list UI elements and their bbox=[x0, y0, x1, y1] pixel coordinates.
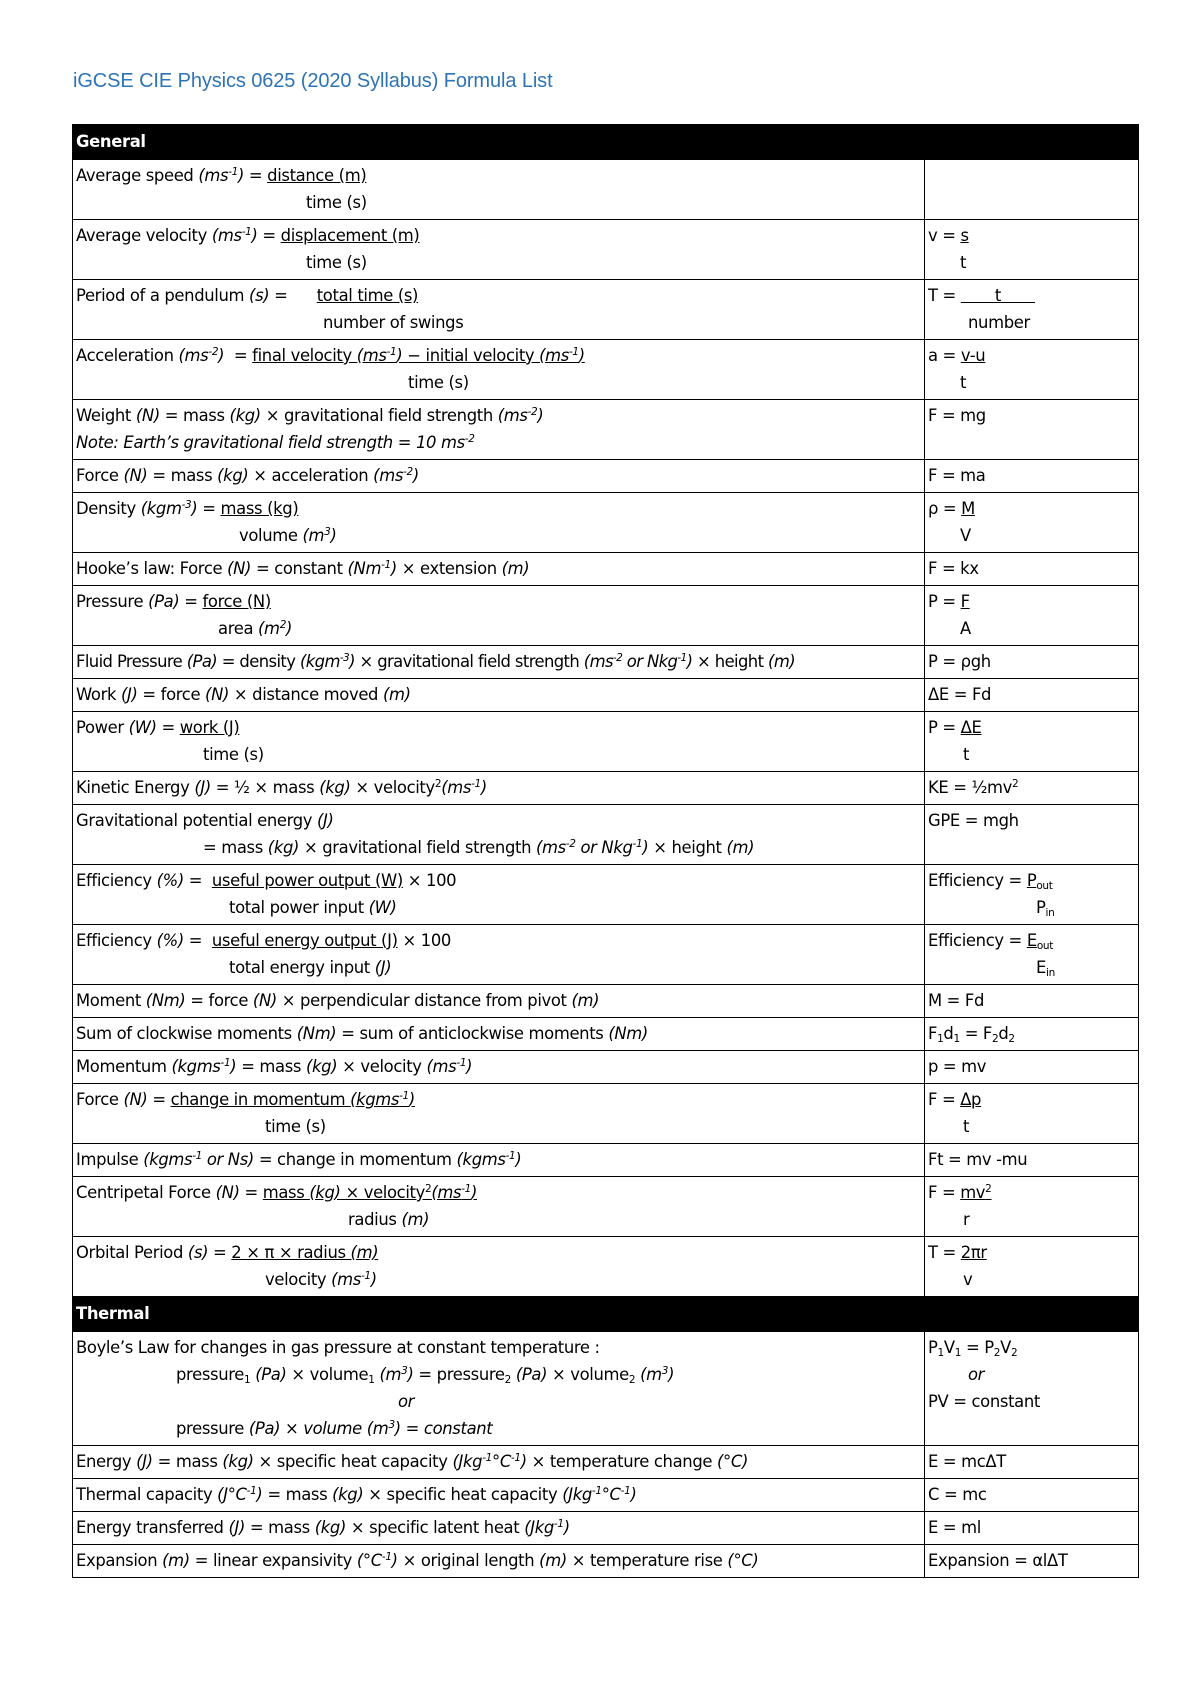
formula-symbol: GPE = mgh bbox=[925, 805, 1139, 865]
formula-row-acceleration bbox=[73, 340, 1139, 400]
formula-row-moment bbox=[73, 985, 1139, 1018]
formula-row-boyles-law bbox=[73, 1332, 1139, 1446]
formula-symbol: Efficiency = $P_{out}$ $P_{in}$ bbox=[925, 865, 1139, 925]
formula-description: Sum of clockwise moments (Nm) = sum of anticlockwise moments (Nm) bbox=[73, 1018, 925, 1051]
formula-symbol: P = ΔE t bbox=[925, 712, 1139, 772]
section-title: Thermal bbox=[73, 1297, 1139, 1332]
formula-description: Hooke’s law: Force (N) = constant $(Nm^{-1})$ × extension (m) bbox=[73, 553, 925, 586]
formula-row-kinetic-energy bbox=[73, 772, 1139, 805]
formula-row-gravitational-potential-energy bbox=[73, 805, 1139, 865]
formula-description: Efficiency (%) = useful energy output (J) × 100 total energy input (J) bbox=[73, 925, 925, 985]
formula-row-momentum bbox=[73, 1051, 1139, 1084]
formula-description: Moment (Nm) = force (N) × perpendicular distance from pivot (m) bbox=[73, 985, 925, 1018]
formula-symbol: ΔE = Fd bbox=[925, 679, 1139, 712]
formula-row-latent-heat bbox=[73, 1512, 1139, 1545]
formula-row-pressure bbox=[73, 586, 1139, 646]
formula-row-expansion bbox=[73, 1545, 1139, 1578]
formula-description: Average speed $(ms^{-1})$ = distance (m) time (s) bbox=[73, 160, 925, 220]
formula-description: Force (N) = change in momentum (kgms$^{-1}$) time (s) bbox=[73, 1084, 925, 1144]
formula-symbol: a = v-u t bbox=[925, 340, 1139, 400]
formula-row-average-velocity bbox=[73, 220, 1139, 280]
formula-symbol: v = s t bbox=[925, 220, 1139, 280]
formula-row-orbital-period bbox=[73, 1237, 1139, 1297]
page-title: iGCSE CIE Physics 0625 (2020 Syllabus) Formula List bbox=[73, 70, 553, 92]
formula-symbol: E = mcΔT bbox=[925, 1446, 1139, 1479]
formula-description: Orbital Period (s) = 2 × π × radius (m) velocity $(ms^{-1})$ bbox=[73, 1237, 925, 1297]
formula-description: Pressure (Pa) = force (N) area $(m^2)$ bbox=[73, 586, 925, 646]
formula-symbol: KE = $\frac{1}{2}mv^2$ bbox=[925, 772, 1139, 805]
formula-row-efficiency-power bbox=[73, 865, 1139, 925]
section-header-thermal bbox=[73, 1297, 1139, 1332]
formula-description: Work (J) = force (N) × distance moved (m) bbox=[73, 679, 925, 712]
formula-symbol: p = mv bbox=[925, 1051, 1139, 1084]
formula-description: Force (N) = mass (kg) × acceleration $(ms^{-2})$ bbox=[73, 460, 925, 493]
formula-description: Centripetal Force (N) = mass $(kg) \times velocity^2(ms^{-1})$ radius (m) bbox=[73, 1177, 925, 1237]
formula-description: Gravitational potential energy (J) = mass (kg) × gravitational field strength ($ms^{-2}$ or Nkg$^{-1}$) × height (m) bbox=[73, 805, 925, 865]
formula-symbol: $F_1d_1 = F_2d_2$ bbox=[925, 1018, 1139, 1051]
formula-symbol: Efficiency = $E_{out}$ $E_{in}$ bbox=[925, 925, 1139, 985]
formula-description: Efficiency (%) = useful power output (W) × 100 total power input (W) bbox=[73, 865, 925, 925]
section-title: General bbox=[73, 125, 1139, 160]
formula-description: Density (kgm$^{-3}$) = mass (kg) volume $(m^3)$ bbox=[73, 493, 925, 553]
formula-row-force-momentum bbox=[73, 1084, 1139, 1144]
formula-row-thermal-capacity bbox=[73, 1479, 1139, 1512]
formula-symbol: P = F A bbox=[925, 586, 1139, 646]
formula-symbol: T = 2πr v bbox=[925, 1237, 1139, 1297]
formula-description: Kinetic Energy (J) = ½ × mass $(kg) \times velocity^2(ms^{-1})$ bbox=[73, 772, 925, 805]
section-header-general bbox=[73, 125, 1139, 160]
formula-description: Fluid Pressure (Pa) = density (kgm$^{-3}$) × gravitational field strength ($ms^{-2}$ or Nkg$^{-1}$) × height (m) bbox=[73, 646, 925, 679]
formula-row-work bbox=[73, 679, 1139, 712]
formula-symbol: E = ml bbox=[925, 1512, 1139, 1545]
formula-row-weight bbox=[73, 400, 1139, 460]
formula-row-pendulum-period bbox=[73, 280, 1139, 340]
formula-symbol: M = Fd bbox=[925, 985, 1139, 1018]
formula-row-hookes-law bbox=[73, 553, 1139, 586]
formula-row-impulse bbox=[73, 1144, 1139, 1177]
formula-symbol bbox=[925, 160, 1139, 220]
formula-symbol: $P_1V_1 = P_2V_2$ or PV = constant bbox=[925, 1332, 1139, 1446]
formula-description: Average velocity $(ms^{-1})$ = displacement (m) time (s) bbox=[73, 220, 925, 280]
formula-row-force bbox=[73, 460, 1139, 493]
formula-row-specific-heat-energy bbox=[73, 1446, 1139, 1479]
formula-row-centripetal-force bbox=[73, 1177, 1139, 1237]
formula-row-efficiency-energy bbox=[73, 925, 1139, 985]
formula-description: Period of a pendulum (s) = total time (s) number of swings bbox=[73, 280, 925, 340]
formula-symbol: $F = mv^2$ r bbox=[925, 1177, 1139, 1237]
formula-description: Energy (J) = mass (kg) × specific heat capacity $(Jkg^{-1}^\circ C^{-1})$ × temperature change (°C) bbox=[73, 1446, 925, 1479]
formula-description: Power (W) = work (J) time (s) bbox=[73, 712, 925, 772]
formula-description: Weight (N) = mass (kg) × gravitational field strength $(ms^{-2})$ Note: Earth’s gravitational field strength = 10 $ms^{-2}$ bbox=[73, 400, 925, 460]
formula-symbol: F = mg bbox=[925, 400, 1139, 460]
formula-symbol: F = kx bbox=[925, 553, 1139, 586]
formula-symbol: F = ma bbox=[925, 460, 1139, 493]
formula-symbol: Expansion = αlΔT bbox=[925, 1545, 1139, 1578]
formula-description: Boyle’s Law for changes in gas pressure at constant temperature : pressure$_1$ (Pa) × volume$_1$ $(m^3)$ = pressure$_2$ (Pa) × volume$_2$ $(m^3)$ or pressure (Pa) × volume $(m^3)$ = constant bbox=[73, 1332, 925, 1446]
formula-symbol: P = ρgh bbox=[925, 646, 1139, 679]
formula-description: Expansion (m) = linear expansivity $(^\circ C^{-1})$ × original length (m) × temperature rise (°C) bbox=[73, 1545, 925, 1578]
formula-description: Thermal capacity $(J^\circ C^{-1})$ = mass (kg) × specific heat capacity $(Jkg^{-1}^\circ C^{-1})$ bbox=[73, 1479, 925, 1512]
formula-description: Impulse (kgms$^{-1}$ or Ns) = change in momentum (kgms$^{-1}$) bbox=[73, 1144, 925, 1177]
formula-row-average-speed bbox=[73, 160, 1139, 220]
formula-symbol: Ft = mv -mu bbox=[925, 1144, 1139, 1177]
formula-symbol: ρ = M V bbox=[925, 493, 1139, 553]
formula-row-density bbox=[73, 493, 1139, 553]
formula-row-power bbox=[73, 712, 1139, 772]
formula-description: Energy transferred (J) = mass (kg) × specific latent heat (Jkg$^{-1}$) bbox=[73, 1512, 925, 1545]
formula-description: Momentum (kgms$^{-1}$) = mass (kg) × velocity $(ms^{-1})$ bbox=[73, 1051, 925, 1084]
formula-symbol: T = t number bbox=[925, 280, 1139, 340]
formula-row-fluid-pressure bbox=[73, 646, 1139, 679]
formula-symbol: C = mc bbox=[925, 1479, 1139, 1512]
formula-description: Acceleration $(ms^{-2})$ = final velocity $(ms^{-1})$ − initial velocity $(ms^{-1})$ time (s) bbox=[73, 340, 925, 400]
formula-symbol: F = Δp t bbox=[925, 1084, 1139, 1144]
formula-table bbox=[72, 124, 1139, 1578]
formula-row-moments-principle bbox=[73, 1018, 1139, 1051]
